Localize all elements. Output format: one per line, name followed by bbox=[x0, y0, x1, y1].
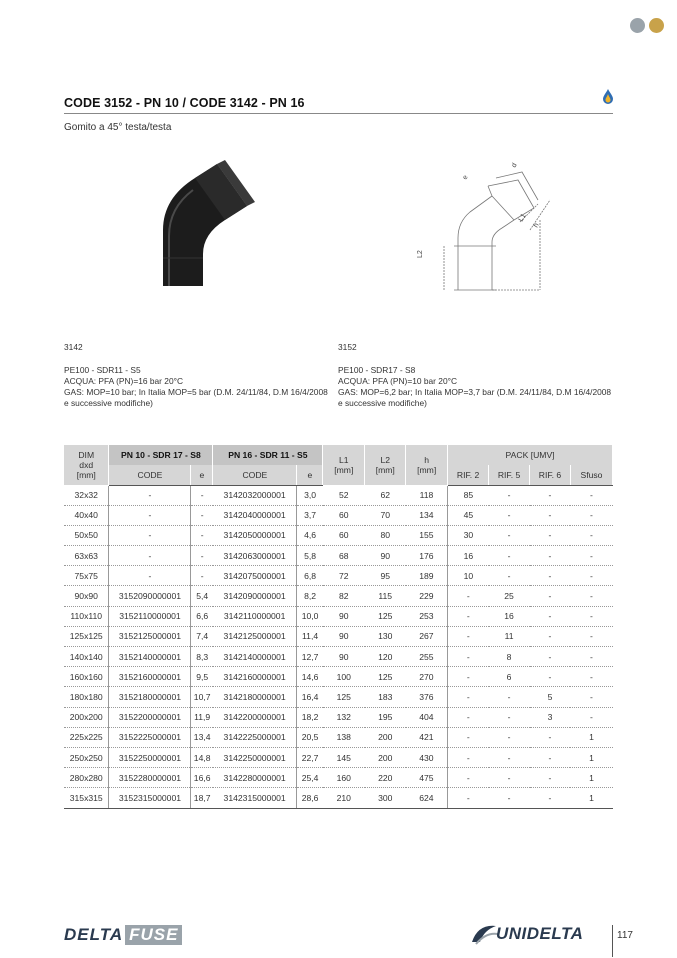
table-cell: - bbox=[448, 727, 489, 747]
table-row bbox=[64, 747, 613, 767]
table-cell: - bbox=[570, 485, 612, 505]
spec-code: 3152 bbox=[338, 342, 357, 352]
table-cell: 20,5 bbox=[297, 727, 323, 747]
table-cell: - bbox=[191, 566, 213, 586]
table-cell: 225x225 bbox=[64, 727, 109, 747]
table-cell: - bbox=[530, 727, 571, 747]
table-cell: 421 bbox=[406, 727, 448, 747]
table-cell: 183 bbox=[365, 687, 406, 707]
spec-3142 bbox=[64, 342, 328, 409]
table-cell: - bbox=[530, 566, 571, 586]
spec-line: PE100 - SDR17 - S8 bbox=[338, 365, 416, 375]
table-cell: - bbox=[448, 626, 489, 646]
brand-part2: FUSE bbox=[125, 925, 182, 945]
brand-part1: DELTA bbox=[64, 925, 124, 944]
table-row bbox=[64, 566, 613, 586]
table-cell: 10,0 bbox=[297, 606, 323, 626]
table-row bbox=[64, 606, 613, 626]
table-cell: - bbox=[489, 546, 530, 566]
table-cell: - bbox=[489, 505, 530, 525]
table-cell: - bbox=[570, 566, 612, 586]
table-cell: 3142075000001 bbox=[213, 566, 297, 586]
spec-line: e successive modifiche) bbox=[338, 398, 427, 408]
table-cell: 11,9 bbox=[191, 707, 213, 727]
table-cell: 250x250 bbox=[64, 747, 109, 767]
table-cell: 10 bbox=[448, 566, 489, 586]
table-cell: 6,8 bbox=[297, 566, 323, 586]
table-cell: 100 bbox=[323, 667, 365, 687]
table-cell: 6 bbox=[489, 667, 530, 687]
header-rif2: RIF. 2 bbox=[448, 465, 489, 485]
table-cell: - bbox=[109, 525, 191, 545]
table-cell: 253 bbox=[406, 606, 448, 626]
table-cell: 90 bbox=[323, 626, 365, 646]
table-row bbox=[64, 667, 613, 687]
table-cell: - bbox=[530, 485, 571, 505]
table-cell: 4,6 bbox=[297, 525, 323, 545]
table-cell: - bbox=[530, 768, 571, 788]
table-cell: 267 bbox=[406, 626, 448, 646]
header-e-pn16: e bbox=[297, 465, 323, 485]
table-cell: - bbox=[530, 747, 571, 767]
header-rif6: RIF. 6 bbox=[530, 465, 571, 485]
table-cell: 210 bbox=[323, 788, 365, 808]
gold-circle-icon bbox=[649, 18, 664, 33]
table-cell: 95 bbox=[365, 566, 406, 586]
technical-drawing bbox=[410, 150, 550, 300]
table-cell: - bbox=[448, 647, 489, 667]
table-cell: 50x50 bbox=[64, 525, 109, 545]
table-cell: 8 bbox=[489, 647, 530, 667]
table-cell: 32x32 bbox=[64, 485, 109, 505]
table-cell: - bbox=[109, 485, 191, 505]
header-e-pn10: e bbox=[191, 465, 213, 485]
table-cell: 376 bbox=[406, 687, 448, 707]
table-cell: 160x160 bbox=[64, 667, 109, 687]
table-cell: 90x90 bbox=[64, 586, 109, 606]
elbow-photo bbox=[155, 158, 255, 288]
header-pn16: PN 16 - SDR 11 - S5 bbox=[213, 445, 323, 465]
page-title: CODE 3152 - PN 10 / CODE 3142 - PN 16 bbox=[64, 96, 305, 110]
table-cell: 5,8 bbox=[297, 546, 323, 566]
table-cell: - bbox=[489, 727, 530, 747]
header-dim: DIM dxd [mm] bbox=[64, 445, 109, 485]
table-cell: - bbox=[530, 626, 571, 646]
spec-line: GAS: MOP=10 bar; In Italia MOP=5 bar (D.M. 24/11/84, D.M 16/4/2008 bbox=[64, 387, 328, 397]
table-cell: 3152180000001 bbox=[109, 687, 191, 707]
table-cell: 3142040000001 bbox=[213, 505, 297, 525]
table-cell: 45 bbox=[448, 505, 489, 525]
table-cell: - bbox=[489, 747, 530, 767]
table-cell: - bbox=[191, 485, 213, 505]
table-cell: 475 bbox=[406, 768, 448, 788]
table-cell: - bbox=[109, 505, 191, 525]
table-cell: 60 bbox=[323, 525, 365, 545]
spec-line: e successive modifiche) bbox=[64, 398, 153, 408]
table-cell: - bbox=[448, 768, 489, 788]
table-cell: 13,4 bbox=[191, 727, 213, 747]
spec-line: ACQUA: PFA (PN)=10 bar 20°C bbox=[338, 376, 458, 386]
table-cell: - bbox=[448, 788, 489, 808]
table-cell: 52 bbox=[323, 485, 365, 505]
spec-line: PE100 - SDR11 - S5 bbox=[64, 365, 141, 375]
table-cell: - bbox=[489, 768, 530, 788]
table-cell: - bbox=[570, 606, 612, 626]
spec-code: 3142 bbox=[64, 342, 83, 352]
label-d: d bbox=[510, 162, 519, 169]
title-divider bbox=[64, 113, 613, 114]
header-pn10: PN 10 - SDR 17 - S8 bbox=[109, 445, 213, 465]
table-cell: - bbox=[448, 586, 489, 606]
header-h: h [mm] bbox=[406, 445, 448, 485]
table-cell: 255 bbox=[406, 647, 448, 667]
table-row bbox=[64, 525, 613, 545]
table-cell: - bbox=[530, 788, 571, 808]
table-cell: 12,7 bbox=[297, 647, 323, 667]
table-cell: 90 bbox=[365, 546, 406, 566]
table-cell: 16,4 bbox=[297, 687, 323, 707]
header-l2: L2 [mm] bbox=[365, 445, 406, 485]
table-cell: 22,7 bbox=[297, 747, 323, 767]
table-cell: - bbox=[489, 788, 530, 808]
label-e: e bbox=[461, 174, 470, 181]
table-cell: 200 bbox=[365, 727, 406, 747]
table-cell: - bbox=[489, 485, 530, 505]
table-cell: 3142140000001 bbox=[213, 647, 297, 667]
table-cell: - bbox=[570, 667, 612, 687]
table-cell: 229 bbox=[406, 586, 448, 606]
table-cell: 8,3 bbox=[191, 647, 213, 667]
table-cell: 3142280000001 bbox=[213, 768, 297, 788]
table-cell: - bbox=[109, 546, 191, 566]
table-cell: 16,6 bbox=[191, 768, 213, 788]
table-cell: 16 bbox=[448, 546, 489, 566]
table-cell: 80 bbox=[365, 525, 406, 545]
table-cell: - bbox=[530, 525, 571, 545]
table-cell: 9,5 bbox=[191, 667, 213, 687]
table-cell: 3152125000001 bbox=[109, 626, 191, 646]
table-row bbox=[64, 788, 613, 808]
table-cell: 1 bbox=[570, 747, 612, 767]
table-cell: 5,4 bbox=[191, 586, 213, 606]
table-cell: 134 bbox=[406, 505, 448, 525]
unidelta-logo bbox=[470, 922, 583, 946]
table-cell: - bbox=[489, 525, 530, 545]
table-cell: - bbox=[448, 747, 489, 767]
table-cell: - bbox=[489, 707, 530, 727]
table-cell: 18,7 bbox=[191, 788, 213, 808]
table-cell: - bbox=[530, 606, 571, 626]
table-cell: 3,0 bbox=[297, 485, 323, 505]
table-row bbox=[64, 768, 613, 788]
table-cell: 68 bbox=[323, 546, 365, 566]
table-cell: 72 bbox=[323, 566, 365, 586]
header-code-pn16: CODE bbox=[213, 465, 297, 485]
company-name: UNIDELTA bbox=[496, 924, 584, 943]
table-cell: 125x125 bbox=[64, 626, 109, 646]
table-cell: 11 bbox=[489, 626, 530, 646]
label-h: h bbox=[532, 222, 541, 229]
table-cell: 70 bbox=[365, 505, 406, 525]
table-cell: 3152140000001 bbox=[109, 647, 191, 667]
table-cell: 16 bbox=[489, 606, 530, 626]
label-l2: L2 bbox=[417, 250, 424, 258]
table-cell: 3142090000001 bbox=[213, 586, 297, 606]
table-cell: 40x40 bbox=[64, 505, 109, 525]
table-cell: 90 bbox=[323, 606, 365, 626]
table-row bbox=[64, 586, 613, 606]
table-cell: - bbox=[448, 606, 489, 626]
table-cell: - bbox=[191, 546, 213, 566]
table-cell: 8,2 bbox=[297, 586, 323, 606]
table-cell: 3152160000001 bbox=[109, 667, 191, 687]
dimensions-table bbox=[64, 445, 613, 809]
table-cell: - bbox=[530, 546, 571, 566]
header-pack: PACK [UMV] bbox=[448, 445, 613, 465]
table-cell: - bbox=[489, 566, 530, 586]
table-cell: 220 bbox=[365, 768, 406, 788]
table-body bbox=[64, 485, 613, 808]
table-cell: 75x75 bbox=[64, 566, 109, 586]
table-row bbox=[64, 727, 613, 747]
product-description: Gomito a 45° testa/testa bbox=[64, 122, 172, 133]
table-cell: 3142050000001 bbox=[213, 525, 297, 545]
table-cell: 3142160000001 bbox=[213, 667, 297, 687]
table-cell: 176 bbox=[406, 546, 448, 566]
table-cell: 14,8 bbox=[191, 747, 213, 767]
table-cell: 1 bbox=[570, 727, 612, 747]
page-number: 117 bbox=[617, 930, 633, 941]
table-cell: 280x280 bbox=[64, 768, 109, 788]
table-cell: 3142110000001 bbox=[213, 606, 297, 626]
table-cell: 132 bbox=[323, 707, 365, 727]
table-cell: 6,6 bbox=[191, 606, 213, 626]
table-cell: - bbox=[489, 687, 530, 707]
table-row bbox=[64, 485, 613, 505]
table-cell: 110x110 bbox=[64, 606, 109, 626]
header-sfuso: Sfuso bbox=[570, 465, 612, 485]
table-cell: 624 bbox=[406, 788, 448, 808]
table-cell: 82 bbox=[323, 586, 365, 606]
table-cell: - bbox=[570, 505, 612, 525]
table-row bbox=[64, 546, 613, 566]
table-cell: - bbox=[570, 586, 612, 606]
table-cell: 180x180 bbox=[64, 687, 109, 707]
table-cell: - bbox=[530, 667, 571, 687]
table-cell: 270 bbox=[406, 667, 448, 687]
header-l1: L1 [mm] bbox=[323, 445, 365, 485]
table-cell: 3 bbox=[530, 707, 571, 727]
table-cell: 3152315000001 bbox=[109, 788, 191, 808]
header-rif5: RIF. 5 bbox=[489, 465, 530, 485]
header-code-pn10: CODE bbox=[109, 465, 191, 485]
table-cell: - bbox=[570, 525, 612, 545]
table-cell: 145 bbox=[323, 747, 365, 767]
table-cell: 140x140 bbox=[64, 647, 109, 667]
table-cell: 1 bbox=[570, 768, 612, 788]
table-cell: - bbox=[570, 707, 612, 727]
table-cell: - bbox=[191, 505, 213, 525]
table-cell: 63x63 bbox=[64, 546, 109, 566]
table-cell: 200x200 bbox=[64, 707, 109, 727]
table-cell: 85 bbox=[448, 485, 489, 505]
footer-divider bbox=[612, 925, 613, 957]
table-cell: 62 bbox=[365, 485, 406, 505]
table-cell: 125 bbox=[323, 687, 365, 707]
table-cell: - bbox=[530, 586, 571, 606]
table-cell: - bbox=[570, 647, 612, 667]
table-cell: - bbox=[191, 525, 213, 545]
table-cell: 7,4 bbox=[191, 626, 213, 646]
table-cell: 118 bbox=[406, 485, 448, 505]
table-cell: 3142180000001 bbox=[213, 687, 297, 707]
table-cell: - bbox=[570, 626, 612, 646]
table-cell: 125 bbox=[365, 606, 406, 626]
table-cell: - bbox=[530, 505, 571, 525]
table-cell: 160 bbox=[323, 768, 365, 788]
table-cell: 3152225000001 bbox=[109, 727, 191, 747]
table-cell: 125 bbox=[365, 667, 406, 687]
table-cell: 60 bbox=[323, 505, 365, 525]
table-cell: 30 bbox=[448, 525, 489, 545]
table-cell: - bbox=[570, 546, 612, 566]
deltafuse-logo bbox=[64, 926, 182, 944]
table-cell: 25,4 bbox=[297, 768, 323, 788]
table-cell: 3152110000001 bbox=[109, 606, 191, 626]
table-cell: - bbox=[448, 687, 489, 707]
table-cell: - bbox=[570, 687, 612, 707]
table-cell: 5 bbox=[530, 687, 571, 707]
table-cell: 1 bbox=[570, 788, 612, 808]
table-row bbox=[64, 707, 613, 727]
table-row bbox=[64, 505, 613, 525]
table-cell: 200 bbox=[365, 747, 406, 767]
table-cell: 3152280000001 bbox=[109, 768, 191, 788]
grey-circle-icon bbox=[630, 18, 645, 33]
table-cell: 404 bbox=[406, 707, 448, 727]
table-cell: 155 bbox=[406, 525, 448, 545]
table-cell: 3142032000001 bbox=[213, 485, 297, 505]
table-cell: 3152090000001 bbox=[109, 586, 191, 606]
spec-line: GAS: MOP=6,2 bar; In Italia MOP=3,7 bar (D.M. 24/11/84, D.M 16/4/2008 bbox=[338, 387, 612, 397]
spec-3152 bbox=[338, 342, 611, 409]
table-row bbox=[64, 687, 613, 707]
table-cell: 3152200000001 bbox=[109, 707, 191, 727]
table-cell: 115 bbox=[365, 586, 406, 606]
table-cell: 300 bbox=[365, 788, 406, 808]
table-cell: 3142315000001 bbox=[213, 788, 297, 808]
table-cell: 3142125000001 bbox=[213, 626, 297, 646]
spec-line: ACQUA: PFA (PN)=16 bar 20°C bbox=[64, 376, 184, 386]
table-cell: 189 bbox=[406, 566, 448, 586]
table-cell: 3142063000001 bbox=[213, 546, 297, 566]
table-cell: - bbox=[530, 647, 571, 667]
table-cell: 120 bbox=[365, 647, 406, 667]
table-cell: 18,2 bbox=[297, 707, 323, 727]
table-row bbox=[64, 626, 613, 646]
table-cell: - bbox=[448, 707, 489, 727]
table-cell: 130 bbox=[365, 626, 406, 646]
top-icons bbox=[630, 18, 664, 33]
table-cell: 138 bbox=[323, 727, 365, 747]
table-cell: 195 bbox=[365, 707, 406, 727]
table-cell: 28,6 bbox=[297, 788, 323, 808]
table-cell: 3142225000001 bbox=[213, 727, 297, 747]
table-cell: 3152250000001 bbox=[109, 747, 191, 767]
table-cell: 3142200000001 bbox=[213, 707, 297, 727]
table-cell: 25 bbox=[489, 586, 530, 606]
table-cell: 430 bbox=[406, 747, 448, 767]
label-l1: L1 bbox=[517, 212, 528, 223]
table-cell: 11,4 bbox=[297, 626, 323, 646]
table-cell: 315x315 bbox=[64, 788, 109, 808]
table-cell: - bbox=[109, 566, 191, 586]
table-cell: 14,6 bbox=[297, 667, 323, 687]
table-cell: 3,7 bbox=[297, 505, 323, 525]
table-row bbox=[64, 647, 613, 667]
water-gas-drop-icon bbox=[601, 88, 615, 106]
table-cell: - bbox=[448, 667, 489, 687]
table-cell: 90 bbox=[323, 647, 365, 667]
table-cell: 3142250000001 bbox=[213, 747, 297, 767]
table-cell: 10,7 bbox=[191, 687, 213, 707]
